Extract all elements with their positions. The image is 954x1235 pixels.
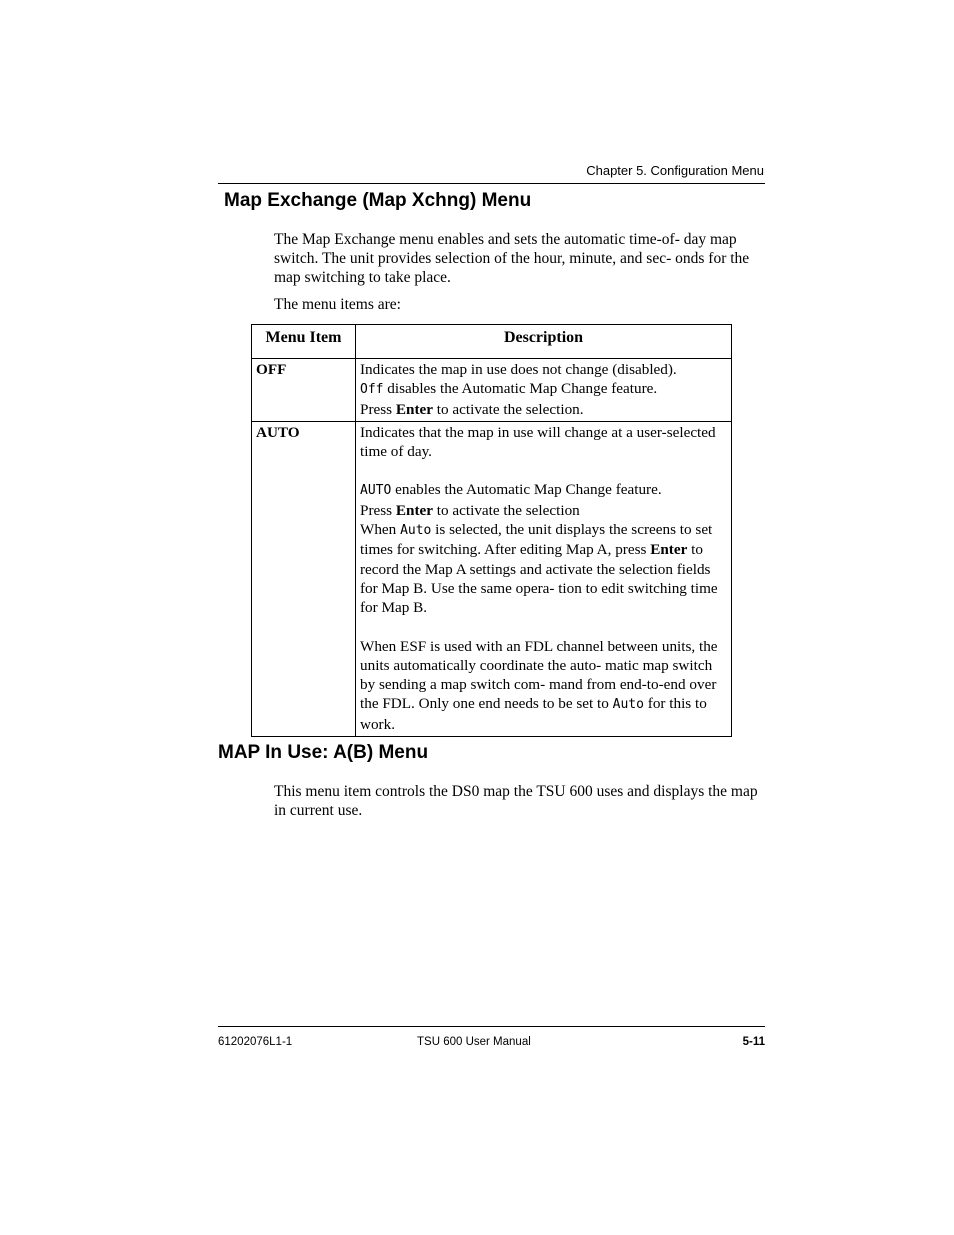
off-enter-key: Enter (395, 400, 433, 418)
intro-paragraph: The Map Exchange menu enables and sets the automatic time-of- day map switch. The unit provides selection of the hour, minute, and sec- onds for the map switching to take place. (274, 231, 750, 286)
off-line-1: Indicates the map in use does not change (disabled). (360, 361, 677, 378)
table-header-row (252, 325, 732, 359)
off-code: Off (360, 382, 384, 398)
menu-item-off: OFF (252, 359, 356, 422)
section-title-map-in-use: MAP In Use: A(B) Menu (218, 742, 429, 763)
spacer (360, 461, 727, 480)
chapter-header: Chapter 5. Configuration Menu (586, 163, 764, 178)
off-line-3 (360, 400, 727, 419)
footer-manual-title: TSU 600 User Manual (417, 1036, 531, 1048)
off-line-2-text: disables the Automatic Map Change feature. (383, 380, 658, 398)
auto-code: Auto (400, 523, 432, 539)
footer-page-number: 5-11 (742, 1036, 765, 1048)
auto-esf-text: When ESF is used with an FDL channel between units, the units automatically coordinate the auto- matic map switch by sending a map switch com- mand from end-to-end over the FDL. Only one end needs to be set to (360, 637, 718, 713)
auto-para-1: Indicates that the map in use will change at a user-selected time of day. (360, 423, 716, 461)
map-in-use-paragraph: This menu item controls the DS0 map the TSU 600 uses and displays the map in current use. (274, 783, 758, 819)
auto-para-2-text: enables the Automatic Map Change feature. (391, 481, 662, 499)
auto-enter-key-2: Enter (650, 541, 688, 559)
description-off (356, 359, 732, 422)
menu-items-table (251, 324, 732, 737)
table-row-auto (252, 421, 732, 736)
auto-when-text: When (360, 521, 401, 539)
auto-record-text: to record the Map A settings and activate the selection fields for Map B. Use the same opera- tion to edit switching time for Map B. (360, 541, 718, 617)
header-rule (218, 183, 765, 184)
auto-work-text: for this to work. (360, 695, 707, 733)
off-press-text: Press (360, 400, 396, 418)
auto-code-2: Auto (612, 697, 644, 713)
auto-para-4 (360, 520, 727, 617)
off-activate-text: to activate the selection. (433, 400, 584, 418)
description-auto (356, 421, 732, 736)
auto-press-text: Press (360, 501, 396, 519)
table-row-off (252, 359, 732, 422)
spacer (360, 618, 727, 637)
footer-doc-number: 61202076L1-1 (218, 1036, 293, 1048)
column-header-description: Description (356, 325, 732, 359)
column-header-menu-item: Menu Item (252, 325, 356, 359)
off-line-2 (360, 379, 727, 399)
auto-activate-text: to activate the selection (433, 501, 580, 519)
auto-para-3 (360, 501, 727, 520)
auto-para-2 (360, 480, 727, 500)
menu-items-lead: The menu items are: (274, 296, 401, 313)
auto-enter-key: Enter (395, 501, 433, 519)
menu-item-auto: AUTO (252, 421, 356, 736)
section-title-map-exchange: Map Exchange (Map Xchng) Menu (224, 190, 532, 211)
auto-screens-text: is selected, the unit displays the screens to set times for switching. After editing Map A, press (360, 521, 713, 559)
auto-code-upper: AUTO (360, 483, 392, 499)
auto-para-5 (360, 637, 727, 734)
footer-rule (218, 1026, 765, 1027)
